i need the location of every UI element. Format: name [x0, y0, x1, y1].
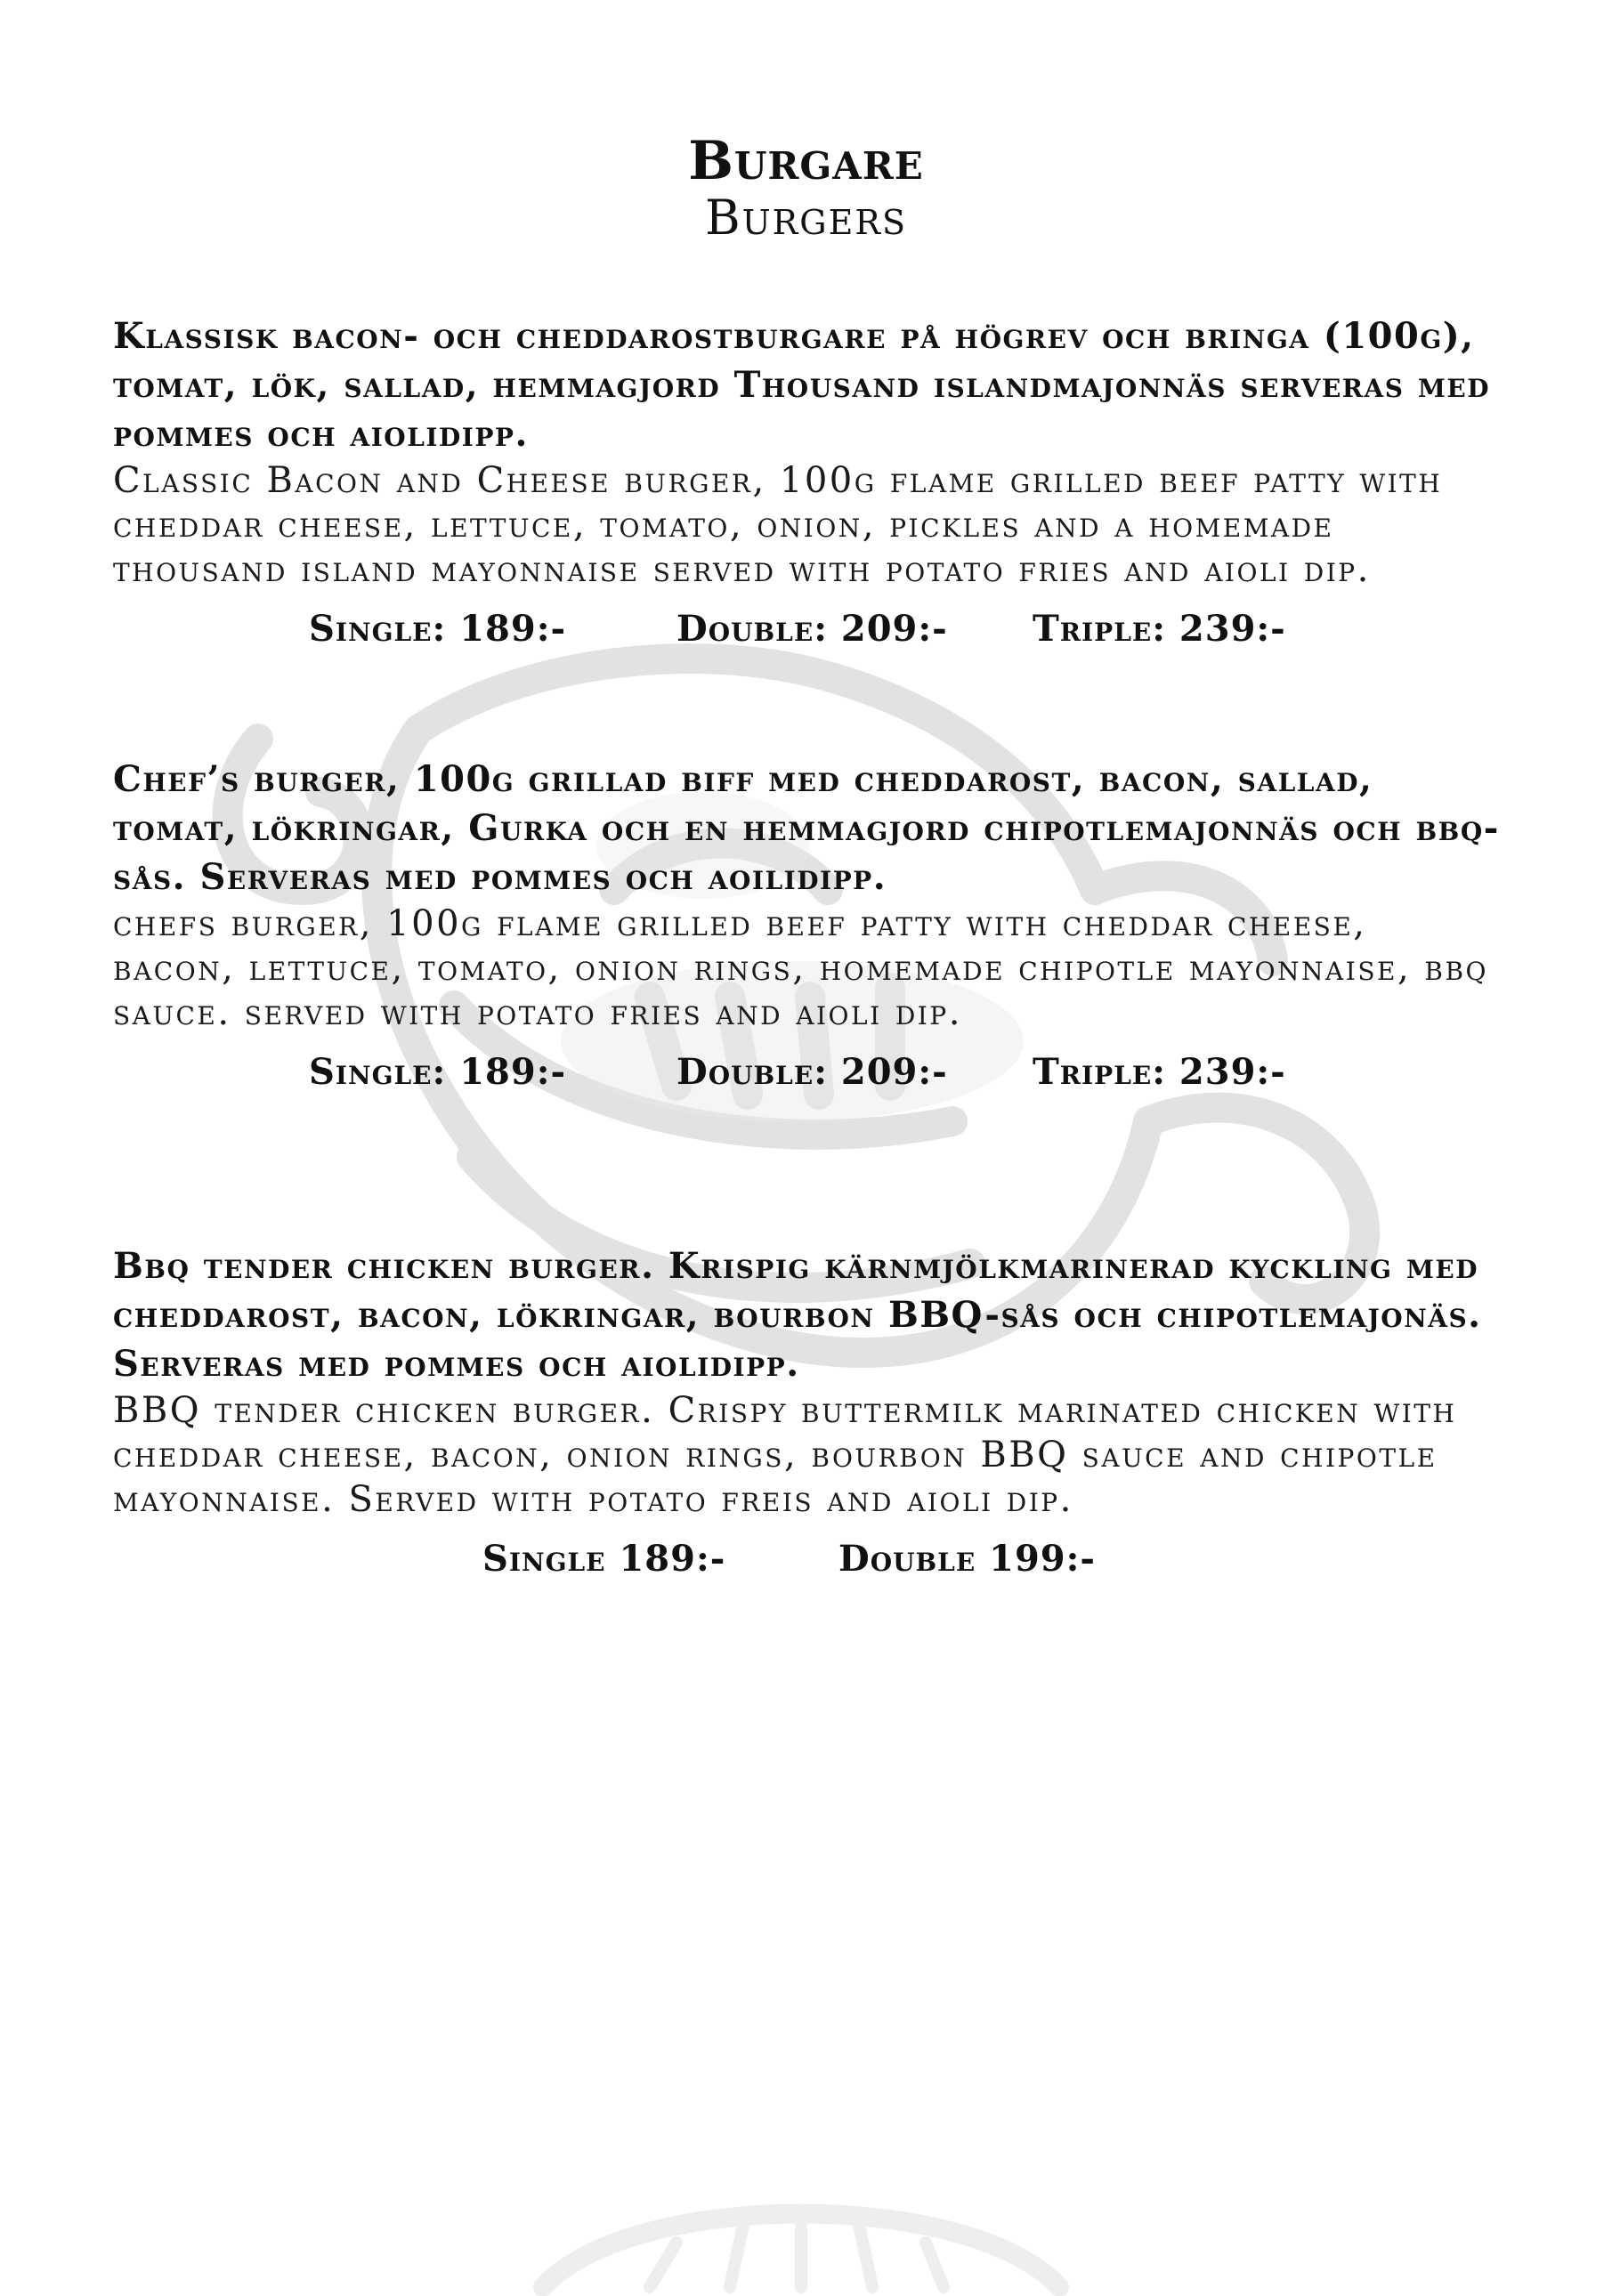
- price-double: Double 199:-: [838, 1538, 1096, 1580]
- menu-item-chefs-burger: [113, 755, 1502, 1099]
- page-title: Burgare: [688, 130, 924, 192]
- price-single: Single: 189:-: [309, 608, 567, 650]
- price-triple: Triple: 239:-: [1033, 608, 1286, 650]
- item-description-en: BBQ tender chicken burger. Crispy buttermilk marinated chicken with cheddar cheese, bacon, onion rings, bourbon BBQ sauce and chipotle mayonnaise. Served with potato freis and aioli dip.: [113, 1390, 1457, 1520]
- menu-item-classic-burger: [113, 311, 1502, 656]
- price-double: Double: 209:-: [676, 1051, 948, 1093]
- price-row: [113, 602, 1502, 656]
- price-double: Double: 209:-: [676, 608, 948, 650]
- price-triple: Triple: 239:-: [1033, 1051, 1286, 1093]
- item-description-sv: Bbq tender chicken burger. Krispig kärnmjölkmarinerad kyckling med cheddarost, bacon, lökringar, bourbon BBQ-sås och chipotlemajonäs. Serveras med pommes och aiolidipp.: [113, 1245, 1482, 1385]
- price-row: [113, 1046, 1502, 1099]
- price-single: Single: 189:-: [309, 1051, 567, 1093]
- item-description-en: Classic Bacon and Cheese burger, 100g flame grilled beef patty with cheddar cheese, lettuce, tomato, onion, pickles and a homemade thousand island mayonnaise served with potato fries and aioli dip.: [113, 460, 1443, 590]
- item-description-sv: Klassisk bacon- och cheddarostburgare på högrev och bringa (100g), tomat, lök, sallad, hemmagjord Thousand islandmajonnäs serveras med pommes och aiolidipp.: [113, 315, 1491, 455]
- menu-heading: [0, 132, 1612, 246]
- item-description-en: chefs burger, 100g flame grilled beef patty with cheddar cheese, bacon, lettuce, tomato, onion rings, homemade chipotle mayonnaise, bbq sauce. served with potato fries and aioli dip.: [113, 903, 1488, 1033]
- menu-item-bbq-chicken-burger: [113, 1241, 1502, 1586]
- price-row: [113, 1532, 1502, 1586]
- item-description-sv: Chef’s burger, 100g grillad biff med cheddarost, bacon, sallad, tomat, lökringar, Gurka och en hemmagjord chipotlemajonnäs och bbq-sås. Serveras med pommes och aoilidipp.: [113, 758, 1500, 898]
- page-subtitle: Burgers: [704, 190, 908, 246]
- price-single: Single 189:-: [482, 1538, 726, 1580]
